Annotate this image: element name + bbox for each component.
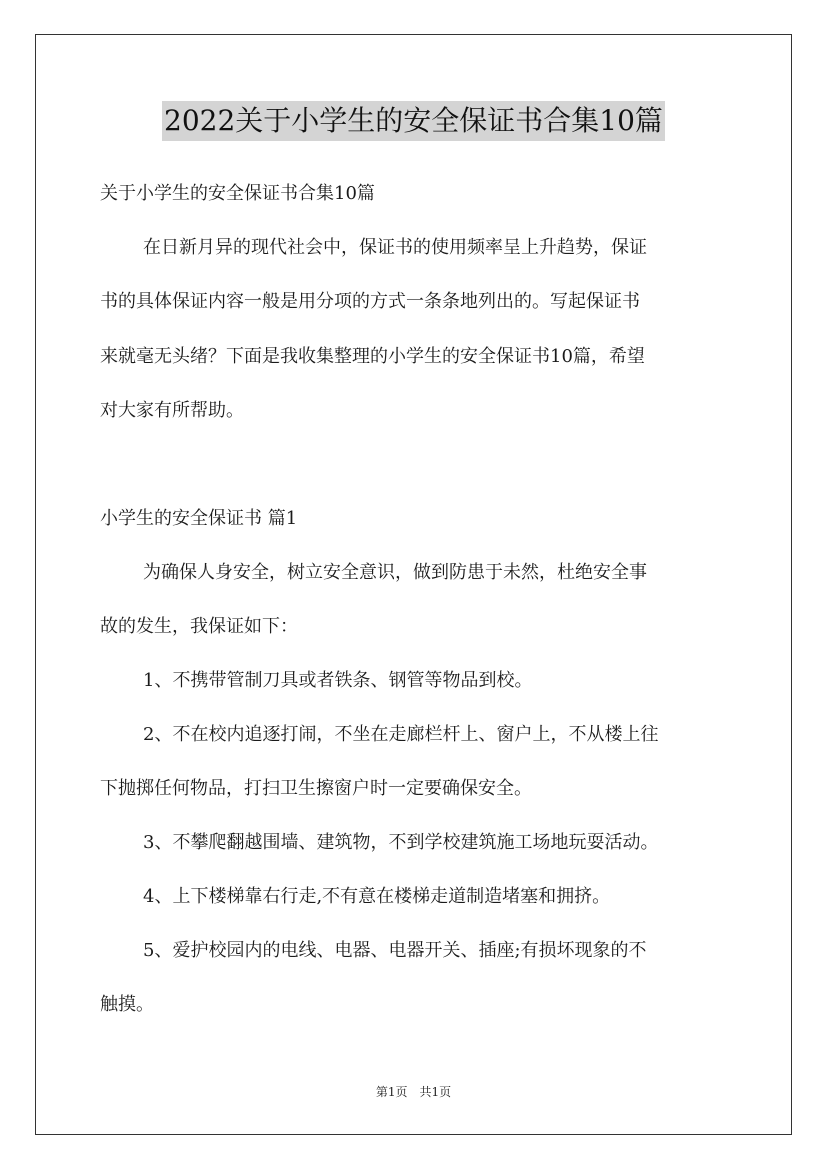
body-line-3: 1、不携带管制刀具或者铁条、钢管等物品到校。 <box>143 670 533 691</box>
body-line-5: 下抛掷任何物品，打扫卫生擦窗户时一定要确保安全。 <box>100 778 532 799</box>
body-line-8: 5、爱护校园内的电线、电器、电器开关、插座;有损坏现象的不 <box>143 940 647 961</box>
intro-line-4: 对大家有所帮助。 <box>100 400 244 421</box>
body-line-1: 为确保人身安全，树立安全意识，做到防患于未然，杜绝安全事 <box>143 562 647 583</box>
document-subtitle: 关于小学生的安全保证书合集10篇 <box>100 183 375 204</box>
page-footer: 第1页 共1页 <box>375 1085 452 1099</box>
section-heading: 小学生的安全保证书 篇1 <box>100 508 298 529</box>
body-line-2: 故的发生，我保证如下： <box>100 616 298 637</box>
intro-line-1: 在日新月异的现代社会中，保证书的使用频率呈上升趋势，保证 <box>143 237 647 258</box>
intro-line-2: 书的具体保证内容一般是用分项的方式一条条地列出的。写起保证书 <box>100 291 640 312</box>
intro-line-3: 来就毫无头绪？下面是我收集整理的小学生的安全保证书10篇，希望 <box>100 346 645 367</box>
body-line-6: 3、不攀爬翻越围墙、建筑物，不到学校建筑施工场地玩耍活动。 <box>143 832 659 853</box>
document-title: 2022关于小学生的安全保证书合集10篇 <box>162 101 665 141</box>
body-line-4: 2、不在校内追逐打闹，不坐在走廊栏杆上、窗户上，不从楼上往 <box>143 724 659 745</box>
body-line-9: 触摸。 <box>100 994 154 1015</box>
body-line-7: 4、上下楼梯靠右行走,不有意在楼梯走道制造堵塞和拥挤。 <box>143 886 611 907</box>
title-container <box>0 101 827 141</box>
